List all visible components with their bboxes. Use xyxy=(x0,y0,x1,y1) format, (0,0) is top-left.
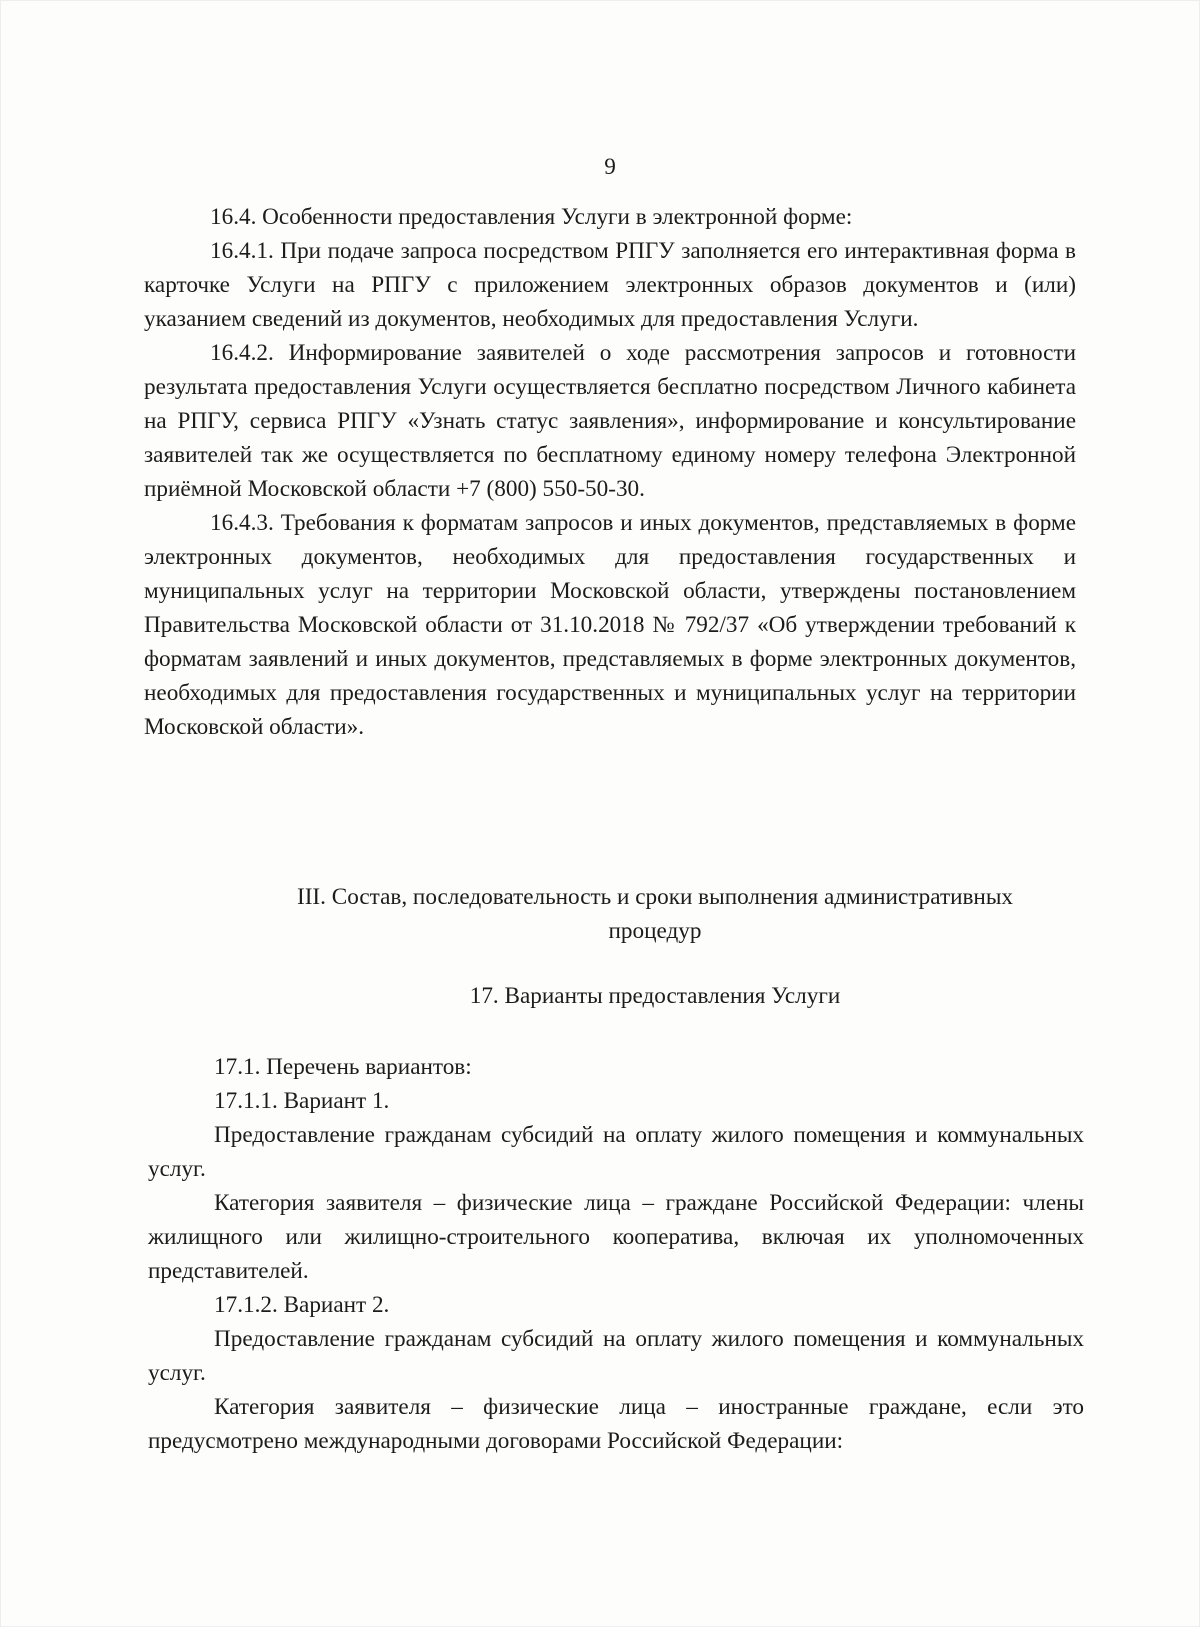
paragraph-variant-2-description: Предоставление гражданам субсидий на оплату жилого помещения и коммунальных услуг. xyxy=(148,1326,1084,1386)
section-title-line-1: III. Состав, последовательность и сроки выполнения административных xyxy=(296,884,1014,910)
paragraph-16-4-3: 16.4.3. Требования к форматам запросов и иных документов, представляемых в форме электронных документов, необходимых для предоставления государственных и муниципальных услуг на территории Московской области, утверждены постановлением Правительства Московской области от 31.10.2018 № 792/37 «Об утверждении требований к форматам заявлений и иных документов, представляемых в форме электронных документов, необходимых для предоставления государственных и муниципальных услуг на территории Московской области». xyxy=(144,510,1076,740)
paragraph-16-4-2: 16.4.2. Информирование заявителей о ходе рассмотрения запросов и готовности результата предоставления Услуги осуществляется бесплатно посредством Личного кабинета на РПГУ, сервиса РПГУ «Узнать статус заявления», информирование и консультирование заявителей так же осуществляется по бесплатному единому номеру телефона Электронной приёмной Московской области +7 (800) 550-50-30. xyxy=(144,340,1076,502)
paragraph-17-1: 17.1. Перечень вариантов: xyxy=(214,1054,472,1080)
paragraph-16-4-1: 16.4.1. При подаче запроса посредством РПГУ заполняется его интерактивная форма в карточке Услуги на РПГУ с приложением электронных образов документов и (или) указанием сведений из документов, необходимых для предоставления Услуги. xyxy=(144,238,1076,332)
section-title-line-2: процедур xyxy=(608,918,702,944)
paragraph-variant-1-category: Категория заявителя – физические лица – граждане Российской Федерации: члены жилищного или жилищно-строительного кооператива, включая их уполномоченных представителей. xyxy=(148,1190,1084,1284)
subsection-title: 17. Варианты предоставления Услуги xyxy=(469,983,841,1009)
section-17-body xyxy=(148,1050,1084,1458)
section-title xyxy=(190,880,1120,948)
paragraph-variant-1-description: Предоставление гражданам субсидий на оплату жилого помещения и коммунальных услуг. xyxy=(148,1122,1084,1182)
section-16-4-body xyxy=(144,200,1076,744)
paragraph-17-1-1: 17.1.1. Вариант 1. xyxy=(214,1088,390,1114)
paragraph-17-1-2: 17.1.2. Вариант 2. xyxy=(214,1292,390,1318)
paragraph-variant-2-category: Категория заявителя – физические лица – иностранные граждане, если это предусмотрено международными договорами Российской Федерации: xyxy=(148,1394,1084,1454)
page-number: 9 xyxy=(604,154,616,180)
paragraph-16-4: 16.4. Особенности предоставления Услуги в электронной форме: xyxy=(210,204,853,230)
